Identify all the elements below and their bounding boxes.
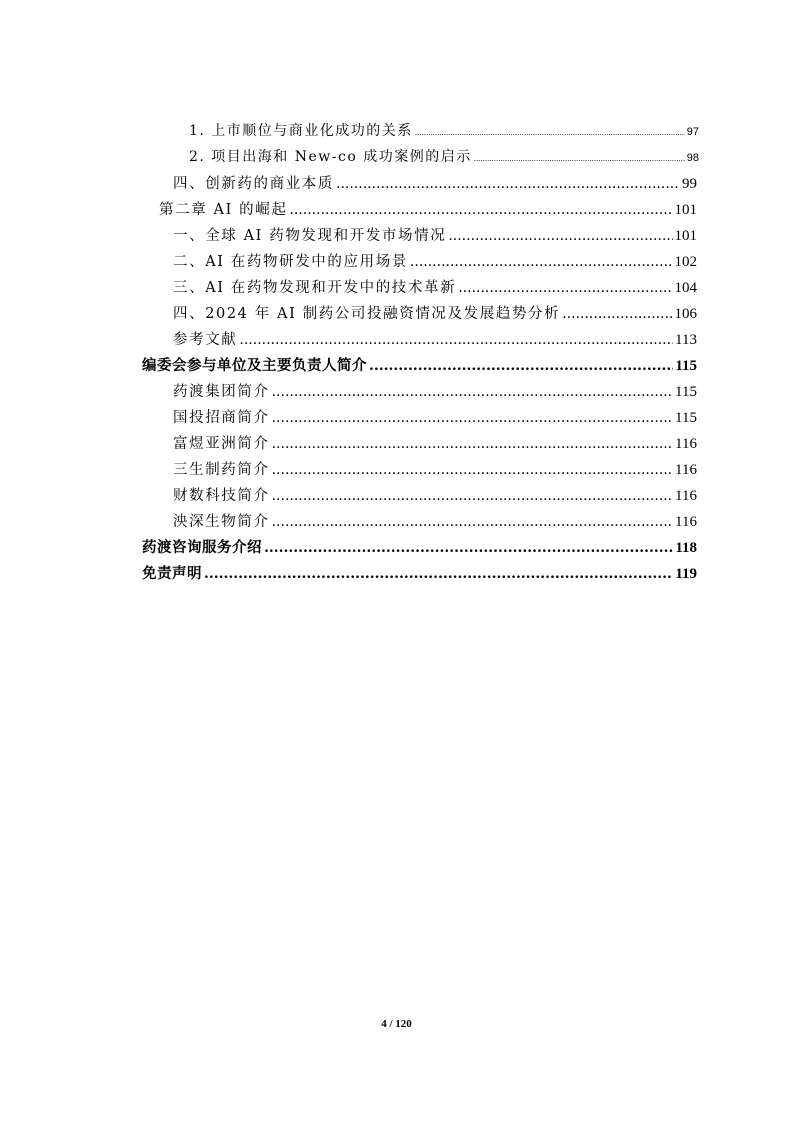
toc-entry-label: 财数科技简介 xyxy=(173,488,270,504)
toc-entry[interactable] xyxy=(173,510,697,531)
toc-entry-label: 1. 上市顺位与商业化成功的关系 xyxy=(189,123,413,139)
toc-entry-page: 116 xyxy=(675,462,697,478)
toc-entry-label: 免责声明 xyxy=(142,565,202,582)
toc-entry-page: 102 xyxy=(674,254,697,270)
toc-entry-label: 四、创新药的商业本质 xyxy=(173,176,334,192)
toc-entry[interactable] xyxy=(142,354,697,375)
dot-leader xyxy=(562,306,672,322)
toc-entry-page: 101 xyxy=(674,228,697,244)
toc-entry[interactable] xyxy=(142,562,697,583)
toc-entry-page: 99 xyxy=(682,176,697,192)
toc-entry[interactable] xyxy=(173,276,697,297)
toc-entry[interactable] xyxy=(173,458,697,479)
toc-entry-page: 115 xyxy=(675,384,697,400)
toc-entry[interactable] xyxy=(173,484,697,505)
toc-entry-page: 115 xyxy=(675,410,697,426)
toc-entry-page: 115 xyxy=(675,358,697,374)
toc-entry-label: 泱深生物简介 xyxy=(173,514,270,530)
toc-entry-page: 113 xyxy=(675,332,697,348)
toc-entry[interactable] xyxy=(159,198,697,219)
toc-entry[interactable] xyxy=(189,120,699,140)
toc-entry[interactable] xyxy=(173,328,697,349)
toc-entry[interactable] xyxy=(173,432,697,453)
toc-entry-label: 四、2024 年 AI 制药公司投融资情况及发展趋势分析 xyxy=(173,306,561,322)
toc-entry[interactable] xyxy=(173,302,697,323)
toc-entry-page: 106 xyxy=(674,306,697,322)
toc-entry[interactable] xyxy=(173,406,697,427)
dot-leader xyxy=(369,358,673,374)
dot-leader xyxy=(272,384,673,400)
dot-leader xyxy=(272,514,673,530)
dot-leader xyxy=(289,202,672,218)
toc-entry-label: 二、AI 在药物研发中的应用场景 xyxy=(173,254,408,270)
toc-entry[interactable] xyxy=(173,172,697,193)
toc-entry-label: 药渡咨询服务介绍 xyxy=(142,539,262,556)
toc-entry[interactable] xyxy=(142,536,697,557)
toc-entry[interactable] xyxy=(173,224,697,245)
dot-leader xyxy=(448,228,672,244)
dot-leader xyxy=(458,280,672,296)
toc-entry-page: 97 xyxy=(686,126,699,138)
dot-leader xyxy=(336,176,680,192)
toc-entry-label: 编委会参与单位及主要负责人简介 xyxy=(142,357,367,374)
toc-entry-label: 富煜亚洲简介 xyxy=(173,436,270,452)
dot-leader xyxy=(204,566,673,582)
toc-entry[interactable] xyxy=(173,250,697,271)
page-number: 4 / 120 xyxy=(381,1018,412,1030)
dot-leader xyxy=(415,129,685,137)
toc-entry-label: 国投招商简介 xyxy=(173,410,270,426)
dot-leader xyxy=(239,332,673,348)
toc-entry-page: 116 xyxy=(675,436,697,452)
toc-entry-page: 104 xyxy=(674,280,697,296)
toc-entry-label: 药渡集团简介 xyxy=(173,384,270,400)
toc-entry-label: 三、AI 在药物发现和开发中的技术革新 xyxy=(173,280,457,296)
toc-entry-page: 119 xyxy=(675,566,697,582)
toc-entry-label: 一、全球 AI 药物发现和开发市场情况 xyxy=(173,228,447,244)
dot-leader xyxy=(474,155,685,163)
toc-entry-label: 第二章 AI 的崛起 xyxy=(159,202,288,218)
dot-leader xyxy=(272,462,673,478)
dot-leader xyxy=(272,488,673,504)
toc-entry[interactable] xyxy=(189,146,699,166)
toc-entry-page: 98 xyxy=(686,152,699,164)
dot-leader xyxy=(272,410,673,426)
toc-entry-page: 116 xyxy=(675,488,697,504)
toc-entry-label: 2. 项目出海和 New-co 成功案例的启示 xyxy=(189,149,472,165)
toc-entry-page: 116 xyxy=(675,514,697,530)
toc-entry-page: 101 xyxy=(674,202,697,218)
dot-leader xyxy=(264,540,673,556)
dot-leader xyxy=(272,436,673,452)
dot-leader xyxy=(410,254,673,270)
toc-entry-page: 118 xyxy=(675,540,697,556)
toc-entry[interactable] xyxy=(173,380,697,401)
toc-entry-label: 参考文献 xyxy=(173,332,238,348)
toc-entry-label: 三生制药简介 xyxy=(173,462,270,478)
